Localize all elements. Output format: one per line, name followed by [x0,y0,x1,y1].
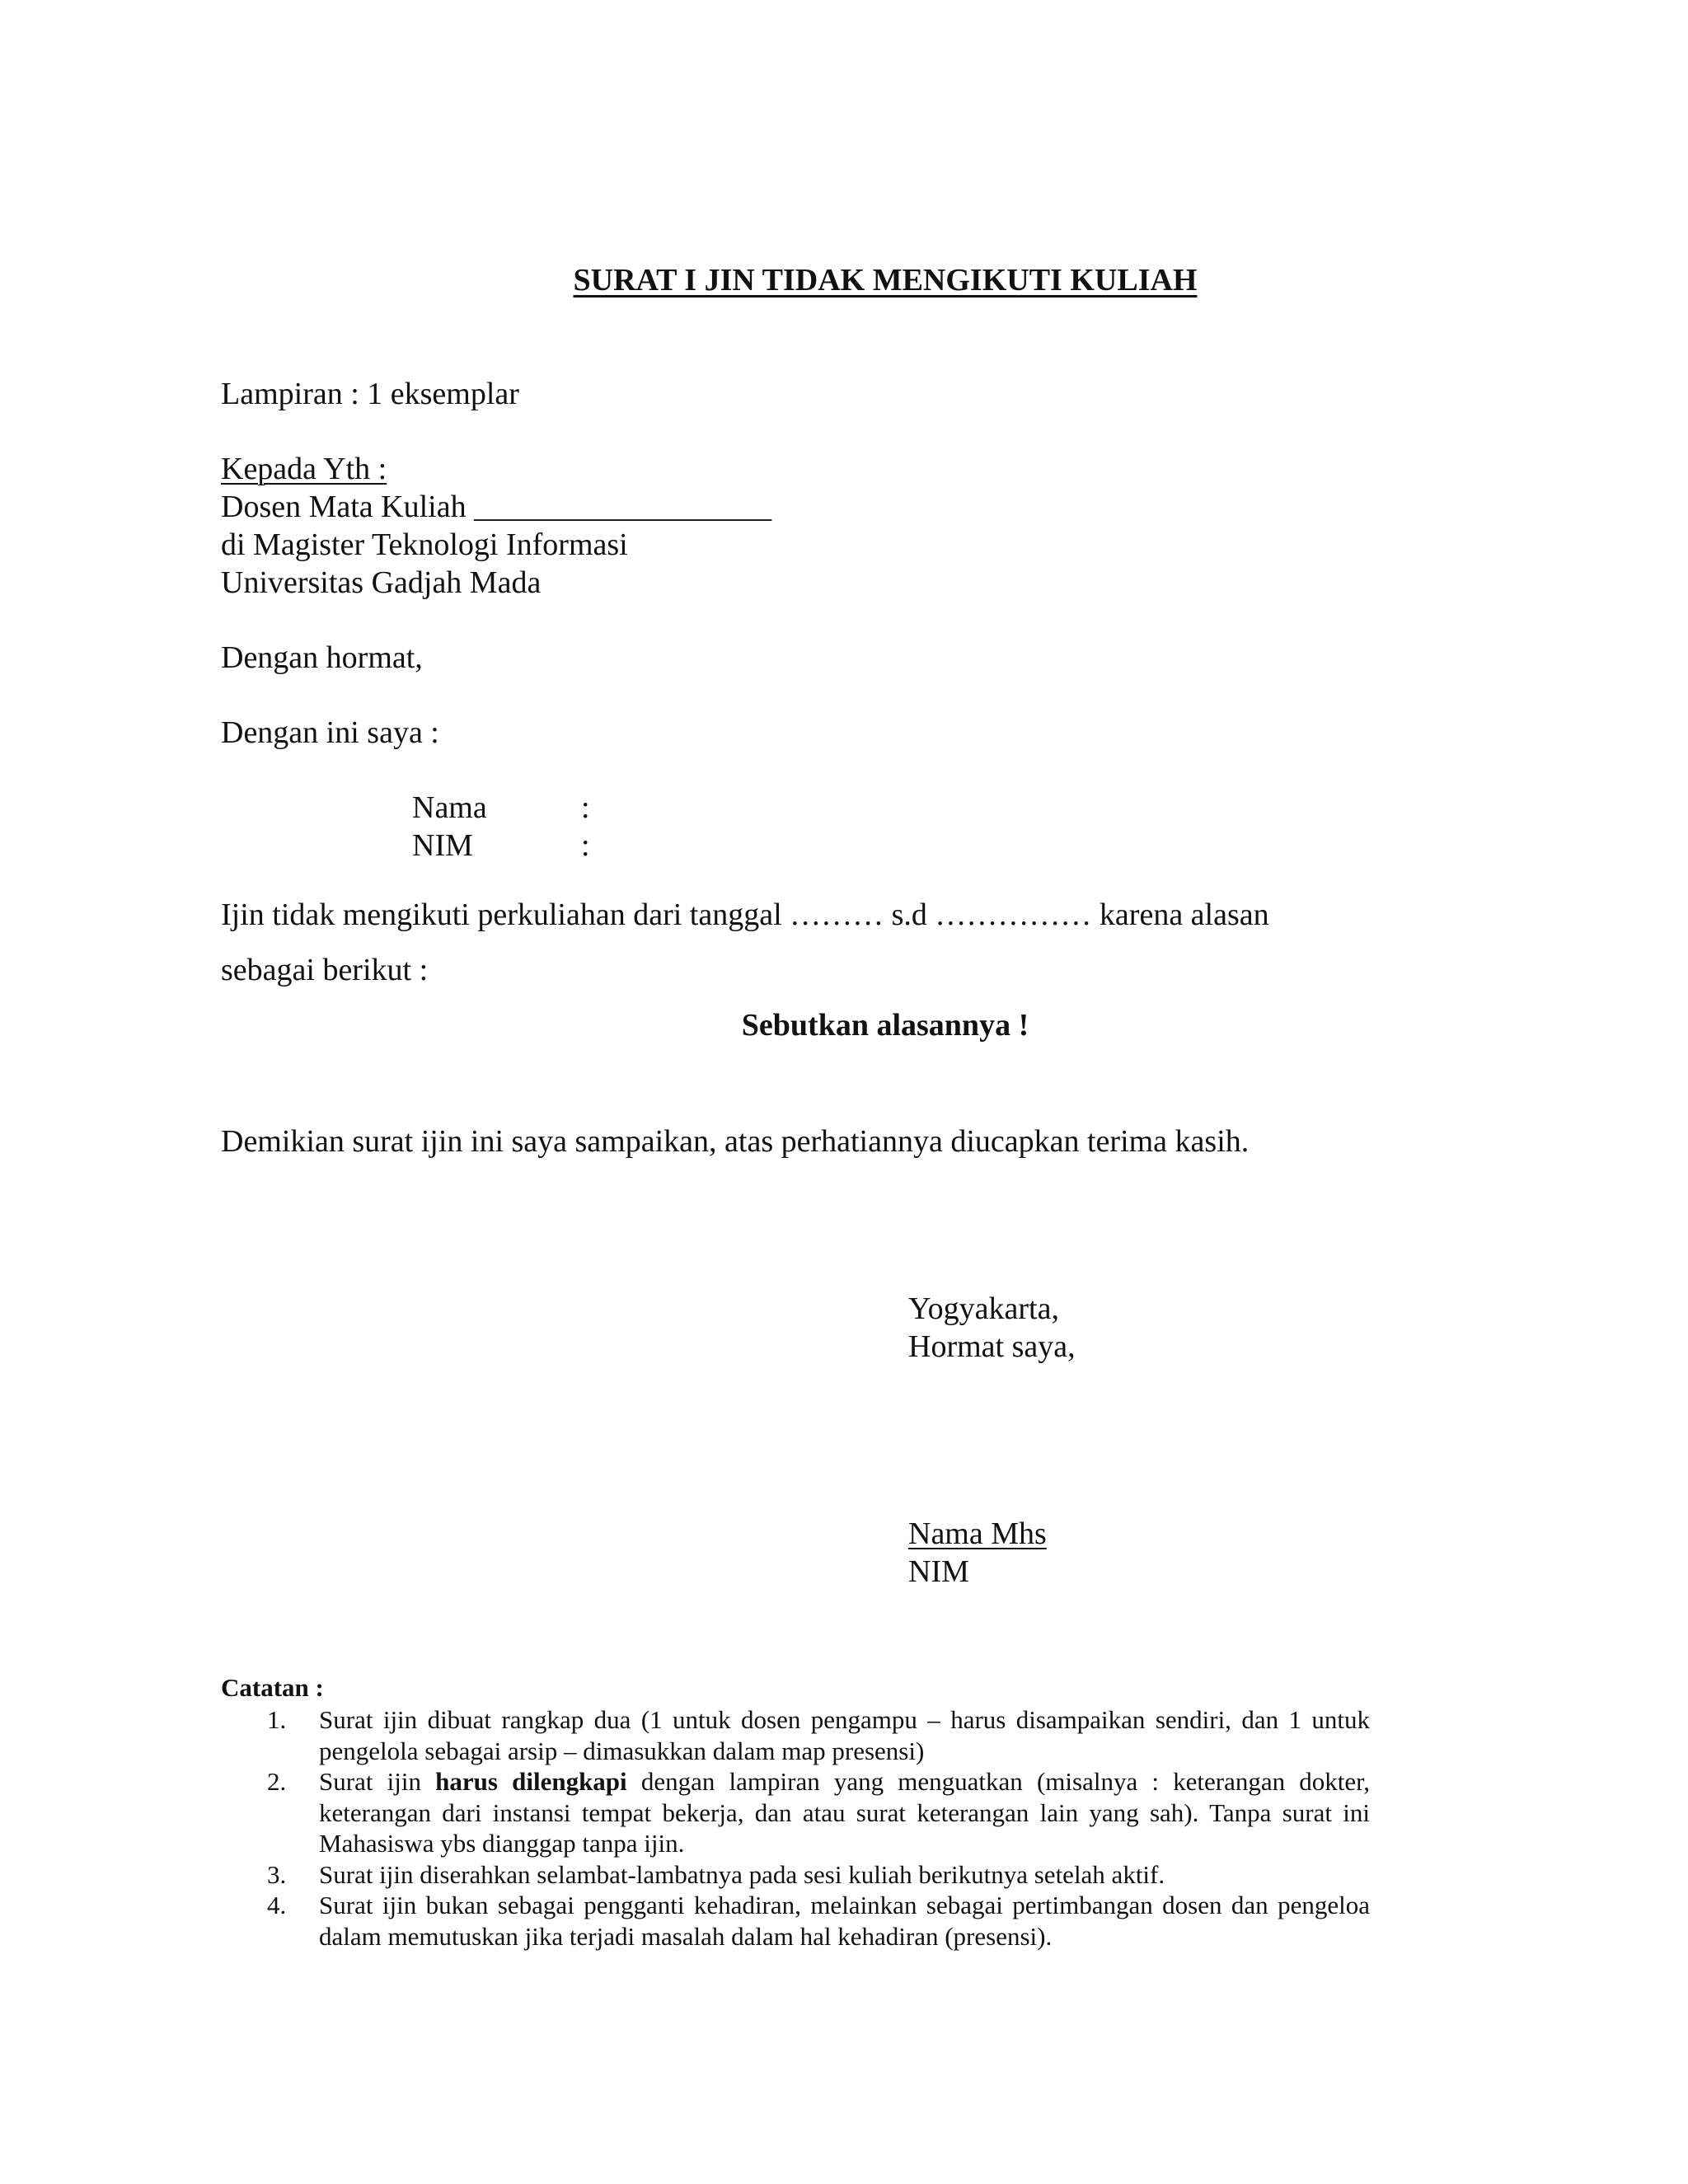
note-number: 2. [267,1767,287,1796]
note-text-emphasis: harus dilengkapi [435,1767,627,1796]
note-item [221,1859,1370,1891]
letter-title [0,262,1688,298]
recipient-line-program: di Magister Teknologi Informasi [221,527,628,562]
field-label-name: Nama [412,790,487,825]
recipient-salutation: Kepada Yth : [221,452,387,486]
note-item [221,1890,1370,1952]
note-text: Surat ijin [319,1767,436,1796]
note-number: 4. [267,1891,287,1919]
reason-prompt: Sebutkan alasannya ! [741,1008,1029,1043]
note-item [221,1766,1370,1859]
note-text: Surat ijin dibuat rangkap dua (1 untuk dosen pengampu – harus disampaikan sendiri, dan 1 untuk pengelola sebagai arsip – dimasukkan dalam map presensi) [319,1705,1370,1765]
request-line-2: sebagai berikut : [221,953,429,987]
recipient-line-university: Universitas Gadjah Mada [221,565,542,600]
field-label-nim: NIM [412,828,473,863]
greeting: Dengan hormat, [221,640,423,675]
signature-place: Yogyakarta, [908,1291,1059,1326]
signature-name: Nama Mhs [908,1516,1047,1551]
field-colon-name: : [581,790,590,825]
letter-title-text: SURAT I JIN TIDAK MENGIKUTI KULIAH [573,263,1198,298]
note-text-continued: dengan lampiran yang menguatkan (misalnya : keterangan dokter, keterangan dari instansi tempat bekerja, dan atau surat keterangan lain yang sah). Tanpa surat ini Mahasiswa ybs dianggap tanpa ijin. [319,1767,1371,1858]
note-number: 1. [267,1705,287,1734]
note-text: Surat ijin bukan sebagai pengganti kehadiran, melainkan sebagai pertimbangan dosen dan pengeloa dalam memutuskan jika terjadi masalah dalam hal kehadiran (presensi). [319,1891,1370,1951]
notes-list [221,1704,1370,1952]
intro-line: Dengan ini saya : [221,715,439,750]
request-line-1: Ijin tidak mengikuti perkuliahan dari tanggal ……… s.d …………… karena alasan [221,898,1269,932]
notes-title: Catatan : [221,1673,324,1702]
note-text: Surat ijin diserahkan selambat-lambatnya pada sesi kuliah berikutnya setelah aktif. [319,1859,1165,1889]
attachment-line: Lampiran : 1 eksemplar [221,377,519,411]
signature-regards: Hormat saya, [908,1329,1076,1364]
recipient-line-lecturer: Dosen Mata Kuliah ___________________ [221,490,772,524]
note-item [221,1704,1370,1766]
closing-line: Demikian surat ijin ini saya sampaikan, atas perhatiannya diucapkan terima kasih. [221,1124,1250,1159]
note-number: 3. [267,1859,287,1889]
field-colon-nim: : [581,828,590,863]
signature-id-label: NIM [908,1554,969,1589]
